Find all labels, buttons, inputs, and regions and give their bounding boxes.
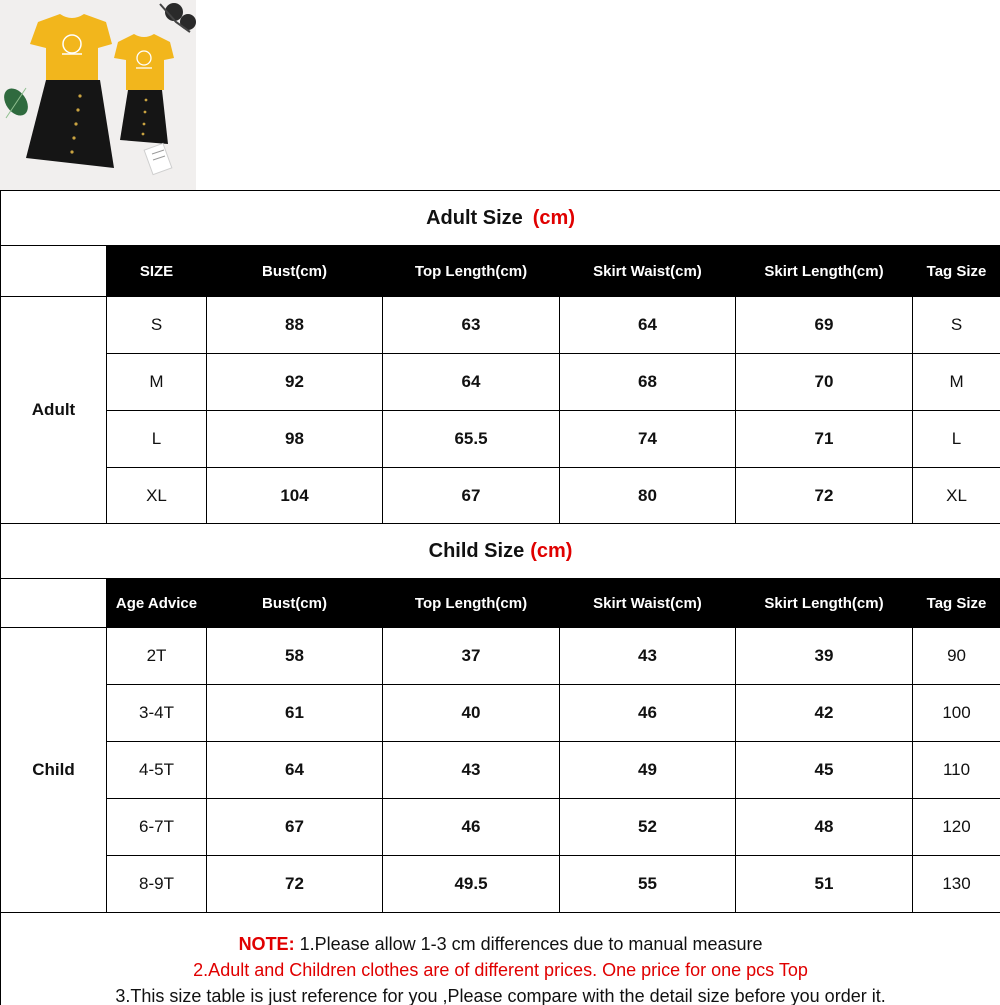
child-header-skirt-length: Skirt Length(cm) [736,579,913,628]
age-cell: 3-4T [107,685,207,742]
note-line-3: 3.This size table is just reference for you ,Please compare with the detail size before you order it. [1,983,1000,1005]
top-length-cell: 37 [383,628,560,685]
skirt-waist-cell: 52 [560,799,736,856]
top-length-cell: 64 [383,354,560,411]
child-header-bust: Bust(cm) [207,579,383,628]
adult-header-skirt-waist: Skirt Waist(cm) [560,246,736,297]
top-length-cell: 67 [383,468,560,524]
bust-cell: 61 [207,685,383,742]
size-cell: S [107,297,207,354]
adult-header-blank [1,246,107,297]
bust-cell: 98 [207,411,383,468]
note-text-1: 1.Please allow 1-3 cm differences due to manual measure [295,934,763,954]
table-row [1,799,1000,856]
note-label: NOTE: [239,934,295,954]
skirt-waist-cell: 55 [560,856,736,913]
tag-size-cell: M [913,354,1000,411]
adult-header-row [1,246,1000,297]
skirt-length-cell: 70 [736,354,913,411]
tag-size-cell: 120 [913,799,1000,856]
skirt-length-cell: 71 [736,411,913,468]
adult-header-skirt-length: Skirt Length(cm) [736,246,913,297]
skirt-length-cell: 69 [736,297,913,354]
table-row [1,685,1000,742]
table-row [1,411,1000,468]
table-row [1,856,1000,913]
size-cell: L [107,411,207,468]
bust-cell: 92 [207,354,383,411]
skirt-length-cell: 72 [736,468,913,524]
skirt-length-cell: 39 [736,628,913,685]
skirt-waist-cell: 46 [560,685,736,742]
skirt-waist-cell: 74 [560,411,736,468]
child-title-text: Child Size [429,540,525,562]
adult-header-tag-size: Tag Size [913,246,1000,297]
tag-size-cell: XL [913,468,1000,524]
skirt-waist-cell: 68 [560,354,736,411]
tag-size-cell: 130 [913,856,1000,913]
notes-block [1,913,1000,1005]
child-header-row [1,579,1000,628]
skirt-waist-cell: 64 [560,297,736,354]
child-header-age-advice: Age Advice [107,579,207,628]
table-row [1,742,1000,799]
adult-size-title [1,191,1000,246]
adult-title-row [1,191,1000,246]
adult-header-top-length: Top Length(cm) [383,246,560,297]
adult-title-text: Adult Size [426,207,523,229]
tag-size-cell: L [913,411,1000,468]
adult-header-size: SIZE [107,246,207,297]
top-length-cell: 63 [383,297,560,354]
skirt-length-cell: 48 [736,799,913,856]
age-cell: 8-9T [107,856,207,913]
child-header-blank [1,579,107,628]
adult-header-bust: Bust(cm) [207,246,383,297]
table-row [1,468,1000,524]
note-line-2: 2.Adult and Children clothes are of different prices. One price for one pcs Top [1,957,1000,983]
child-unit-text: (cm) [530,540,572,562]
tag-size-cell: S [913,297,1000,354]
top-length-cell: 43 [383,742,560,799]
child-header-skirt-waist: Skirt Waist(cm) [560,579,736,628]
child-header-top-length: Top Length(cm) [383,579,560,628]
skirt-length-cell: 45 [736,742,913,799]
bust-cell: 72 [207,856,383,913]
skirt-waist-cell: 49 [560,742,736,799]
note-line-1 [1,931,1000,957]
bust-cell: 104 [207,468,383,524]
child-skirt-icon [120,90,168,144]
bust-cell: 88 [207,297,383,354]
top-length-cell: 46 [383,799,560,856]
age-cell: 6-7T [107,799,207,856]
size-chart-table [0,190,1000,1005]
tag-size-cell: 100 [913,685,1000,742]
table-row [1,297,1000,354]
notes-row [1,913,1000,1005]
skirt-length-cell: 42 [736,685,913,742]
skirt-length-cell: 51 [736,856,913,913]
tag-size-cell: 110 [913,742,1000,799]
table-row [1,354,1000,411]
tag-size-cell: 90 [913,628,1000,685]
adult-unit-text: (cm) [533,207,575,229]
age-cell: 2T [107,628,207,685]
skirt-waist-cell: 80 [560,468,736,524]
top-length-cell: 65.5 [383,411,560,468]
skirt-waist-cell: 43 [560,628,736,685]
child-header-tag-size: Tag Size [913,579,1000,628]
bust-cell: 67 [207,799,383,856]
child-group-label: Child [1,628,107,913]
bust-cell: 64 [207,742,383,799]
child-size-title [1,524,1000,579]
size-cell: XL [107,468,207,524]
size-cell: M [107,354,207,411]
child-title-row [1,524,1000,579]
top-length-cell: 49.5 [383,856,560,913]
bust-cell: 58 [207,628,383,685]
top-length-cell: 40 [383,685,560,742]
age-cell: 4-5T [107,742,207,799]
product-photo [0,0,196,190]
adult-group-label: Adult [1,297,107,524]
table-row [1,628,1000,685]
